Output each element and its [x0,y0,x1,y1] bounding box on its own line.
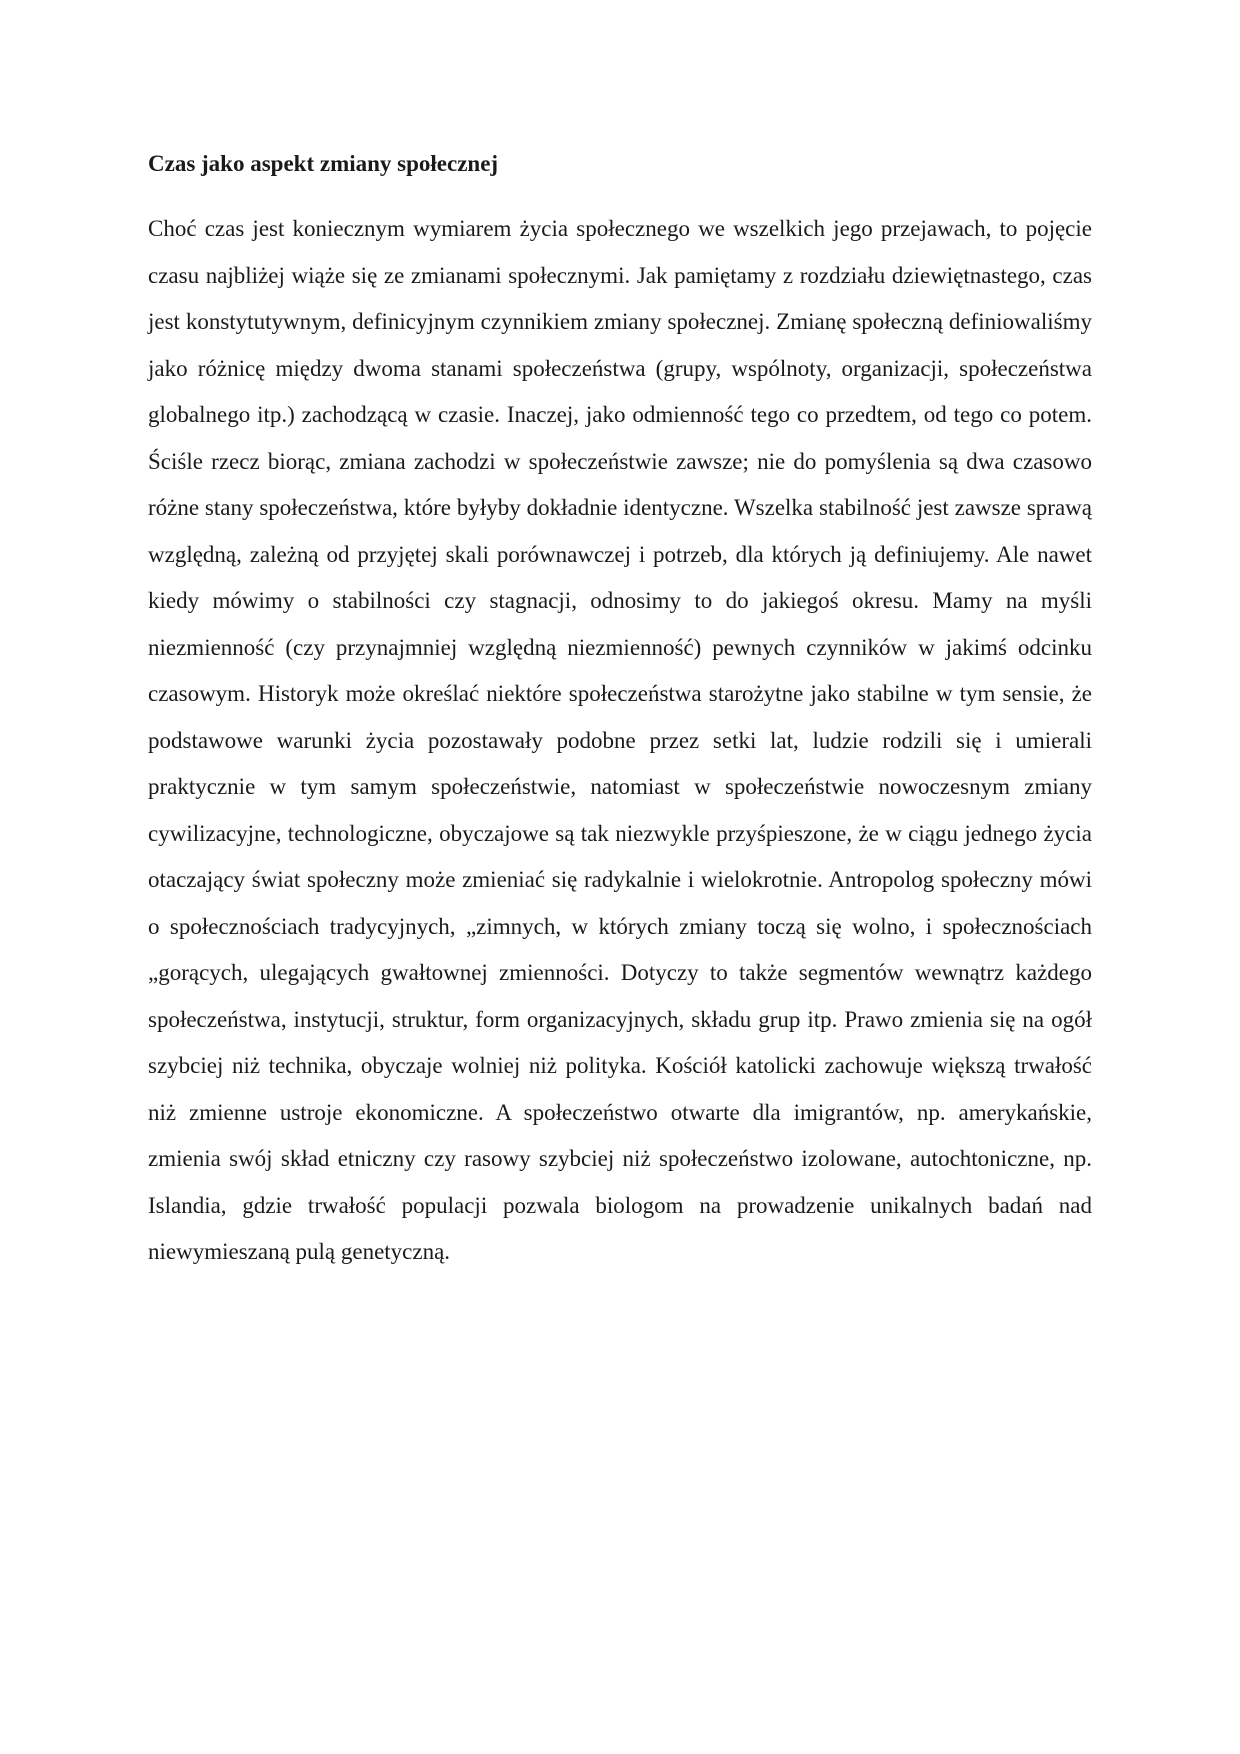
document-title: Czas jako aspekt zmiany społecznej [148,151,499,176]
body-paragraph: Choć czas jest koniecznym wymiarem życia społecznego we wszelkich jego przejawach, to pojęcie czasu najbliżej wiąże się ze zmianami społecznymi. Jak pamiętamy z rozdziału dziewiętnastego, czas jest konstytutywnym, definicyjnym czynnikiem zmiany społecznej. Zmianę społeczną definiowaliśmy jako różnicę między dwoma stanami społeczeństwa (grupy, wspólnoty, organizacji, społeczeństwa globalnego itp.) zachodzącą w czasie. Inaczej, jako odmienność tego co przedtem, od tego co potem. Ściśle rzecz biorąc, zmiana zachodzi w społeczeństwie zawsze; nie do pomyślenia są dwa czasowo różne stany społeczeństwa, które byłyby dokładnie identyczne. Wszelka stabilność jest zawsze sprawą względną, zależną od przyjętej skali porównawczej i potrzeb, dla których ją definiujemy. Ale nawet kiedy mówimy o stabilności czy stagnacji, odnosimy to do jakiegoś okresu. Mamy na myśli niezmienność (czy przynajmniej względną niezmienność) pewnych czynników w jakimś odcinku czasowym. Historyk może określać niektóre społeczeństwa starożytne jako stabilne w tym sensie, że podstawowe warunki życia pozostawały podobne przez setki lat, ludzie rodzili się i umierali praktycznie w tym samym społeczeństwie, natomiast w społeczeństwie nowoczesnym zmiany cywilizacyjne, technologiczne, obyczajowe są tak niezwykle przyśpieszone, że w ciągu jednego życia otaczający świat społeczny może zmieniać się radykalnie i wielokrotnie. Antropolog społeczny mówi o społecznościach tradycyjnych, „zimnych, w których zmiany toczą się wolno, i społecznościach „gorących, ulegających gwałtownej zmienności. Dotyczy to także segmentów wewnątrz każdego społeczeństwa, instytucji, struktur, form organizacyjnych, składu grup itp. Prawo zmienia się na ogół szybciej niż technika, obyczaje wolniej niż polityka. Kościół katolicki zachowuje większą trwałość niż zmienne ustroje ekonomiczne. A społeczeństwo otwarte dla imigrantów, np. amerykańskie, zmienia swój skład etniczny czy rasowy szybciej niż społeczeństwo izolowane, autochtoniczne, np. Islandia, gdzie trwałość populacji pozwala biologom na prowadzenie unikalnych badań nad niewymieszaną pulą genetyczną. [148,216,1092,1264]
